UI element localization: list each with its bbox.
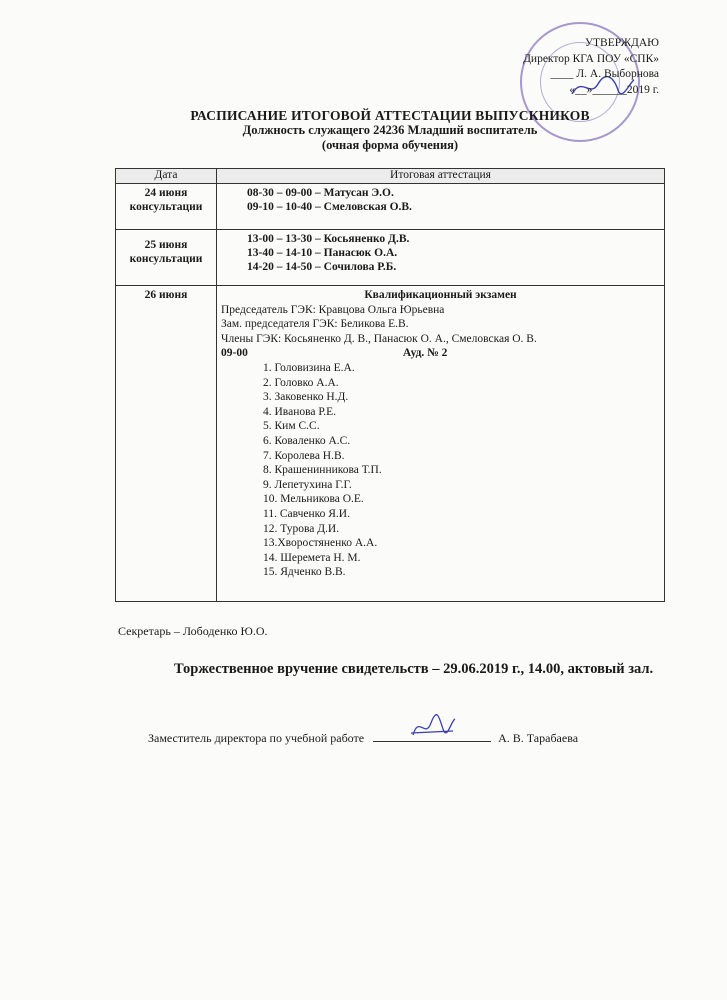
consultation-line: 09-10 – 10-40 – Смеловская О.В. bbox=[247, 201, 412, 213]
consultation-line: 13-00 – 13-30 – Косьяненко Д.В. bbox=[247, 233, 410, 245]
consultation-cell bbox=[217, 184, 665, 230]
deputy-position: Заместитель директора по учебной работе bbox=[148, 731, 365, 745]
row-date: 24 июня bbox=[144, 187, 188, 199]
table-row bbox=[116, 184, 665, 230]
header-date: Дата bbox=[116, 169, 217, 184]
exam-cell bbox=[217, 286, 665, 602]
deputy-signature bbox=[409, 713, 457, 739]
student-item: 13.Хворостяненко А.А. bbox=[263, 537, 378, 550]
row-note: консультации bbox=[129, 253, 203, 265]
signature-line bbox=[373, 729, 491, 742]
secretary-line: Секретарь – Лободенко Ю.О. bbox=[118, 624, 268, 638]
title-main: РАСПИСАНИЕ ИТОГОВОЙ АТТЕСТАЦИИ ВЫПУСКНИКОВ bbox=[190, 108, 590, 123]
exam-time-room bbox=[221, 346, 660, 361]
approval-date: «__»______2019 г. bbox=[569, 83, 659, 96]
date-cell bbox=[116, 184, 217, 230]
exam-members: Члены ГЭК: Косьяненко Д. В., Панасюк О. А., Смеловская О. В. bbox=[221, 332, 537, 345]
student-item: 10. Мельникова О.Е. bbox=[263, 493, 364, 506]
deputy-name: А. В. Тарабаева bbox=[498, 731, 579, 745]
title-form: (очная форма обучения) bbox=[321, 138, 459, 152]
exam-date: 26 июня bbox=[144, 289, 188, 301]
student-item: 9. Лепетухина Г.Г. bbox=[263, 478, 352, 491]
ceremony-notice: Торжественное вручение свидетельств – 29.06.2019 г., 14.00, актовый зал. bbox=[174, 661, 654, 677]
student-item: 11. Савченко Я.И. bbox=[263, 507, 350, 520]
title-position: Должность служащего 24236 Младший воспитатель bbox=[242, 123, 538, 137]
exam-vice-chair: Зам. председателя ГЭК: Беликова Е.В. bbox=[221, 318, 409, 331]
student-item: 12. Турова Д.И. bbox=[263, 522, 340, 535]
student-item: 3. Заковенко Н.Д. bbox=[263, 391, 349, 404]
consultation-cell bbox=[217, 230, 665, 286]
exam-title: Квалификационный экзамен bbox=[364, 289, 517, 301]
exam-chair: Председатель ГЭК: Кравцова Ольга Юрьевна bbox=[221, 303, 445, 316]
date-cell bbox=[116, 286, 217, 602]
approval-heading: УТВЕРЖДАЮ bbox=[584, 37, 659, 49]
student-item: 15. Ядченко В.В. bbox=[263, 566, 346, 579]
consultation-line: 08-30 – 09-00 – Матусан Э.О. bbox=[247, 187, 394, 199]
student-item: 7. Королева Н.В. bbox=[263, 449, 345, 462]
student-item: 6. Коваленко А.С. bbox=[263, 434, 351, 447]
exam-time: 09-00 bbox=[221, 347, 248, 360]
table-row bbox=[116, 230, 665, 286]
approval-director: Директор КГА ПОУ «СПК» bbox=[523, 52, 659, 65]
student-item: 1. Головизина Е.А. bbox=[263, 361, 355, 374]
student-item: 14. Шеремета Н. М. bbox=[263, 551, 361, 564]
student-item: 5. Ким С.С. bbox=[263, 420, 320, 433]
student-item: 2. Головко А.А. bbox=[263, 376, 339, 389]
date-cell bbox=[116, 230, 217, 286]
consultation-line: 13-40 – 14-10 – Панасюк О.А. bbox=[247, 247, 398, 259]
approval-block bbox=[459, 36, 659, 98]
table-row-exam bbox=[116, 286, 665, 602]
consultation-line: 14-20 – 14-50 – Сочилова Р.Б. bbox=[247, 261, 397, 273]
deputy-signature-line bbox=[148, 729, 578, 746]
table-header-row bbox=[116, 169, 665, 184]
student-list bbox=[221, 361, 660, 580]
header-attestation: Итоговая аттестация bbox=[217, 169, 665, 184]
row-note: консультации bbox=[129, 201, 203, 213]
document-title bbox=[100, 108, 680, 153]
row-date: 25 июня bbox=[144, 239, 188, 251]
schedule-table bbox=[115, 168, 665, 602]
student-item: 8. Крашенинникова Т.П. bbox=[263, 464, 382, 477]
exam-room: Ауд. № 2 bbox=[402, 347, 448, 360]
approval-director-name: ____ Л. А. Выборнова bbox=[550, 68, 659, 80]
student-item: 4. Иванова Р.Е. bbox=[263, 405, 337, 418]
